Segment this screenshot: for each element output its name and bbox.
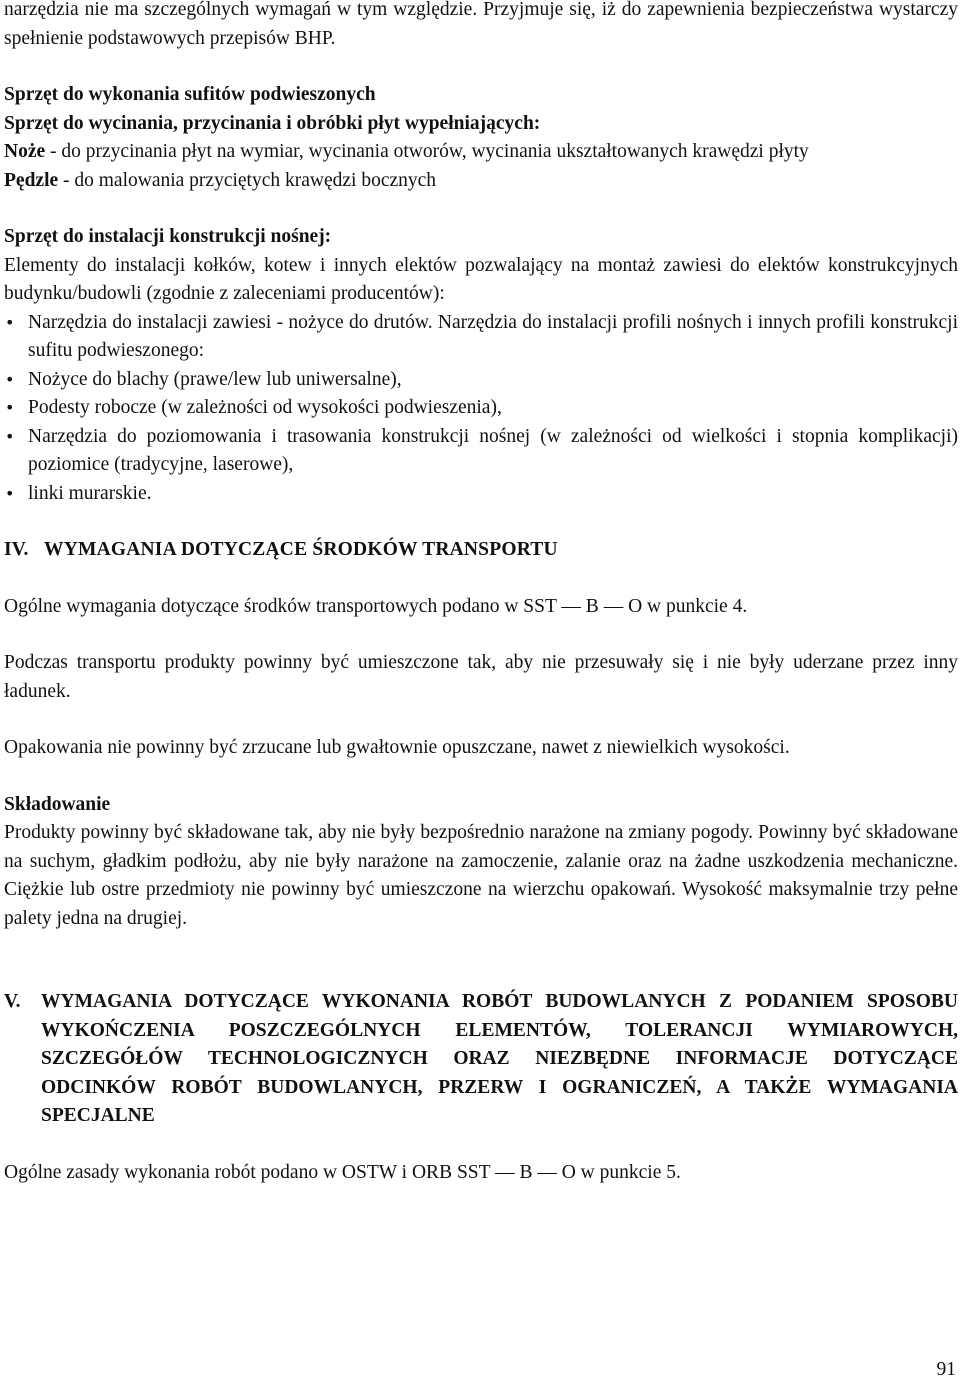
section-5-title-last: SPECJALNE xyxy=(41,1105,155,1126)
konstrukcja-heading: Sprzęt do instalacji konstrukcji nośnej: xyxy=(4,226,332,247)
storage-paragraph: Produkty powinny być składowane tak, aby nie były bezpośrednio narażone na zmiany pogody. Powinny być składowane na suchym, gładkim podłożu, aby nie były narażone na zamoczenie, zalanie oraz na żadne uszkodzenia mechaniczne. Ciężkie lub ostre przedmioty nie powinny być umieszczone na wierzchu opakowań. Wysokość maksymalnie trzy pełne palety jedna na drugiej. xyxy=(4,822,958,929)
section-4-paragraph-3: Opakowania nie powinny być zrzucane lub gwałtownie opuszczane, nawet z niewielkich wysokości. xyxy=(4,737,790,758)
list-item: • Podesty robocze (w zależności od wysokości podwieszenia), xyxy=(4,394,958,423)
noze-label: Noże xyxy=(4,141,46,162)
document-page xyxy=(4,0,958,1187)
list-item: • Narzędzia do instalacji zawiesi - nożyce do drutów. Narzędzia do instalacji profili nośnych i innych profili konstrukcji sufitu podwieszonego: xyxy=(4,309,958,366)
page-number: 91 xyxy=(936,1359,956,1380)
list-item: • Narzędzia do poziomowania i trasowania konstrukcji nośnej (w zależności od wielkości i stopnia komplikacji) poziomice (tradycyjne, laserowe), xyxy=(4,423,958,480)
section-5-paragraph-1: Ogólne zasady wykonania robót podano w OSTW i ORB SST — B — O w punkcie 5. xyxy=(4,1161,681,1183)
noze-paragraph xyxy=(4,138,958,167)
section-5-number: V. xyxy=(4,991,21,1012)
section-5-title xyxy=(41,988,958,1131)
intro-paragraph: narzędzia nie ma szczególnych wymagań w tym względzie. Przyjmuje się, iż do zapewnienia bezpieczeństwa wystarczy spełnienie podstawowych przepisów BHP. xyxy=(4,0,958,49)
konstrukcja-bullet-list xyxy=(4,309,958,509)
list-item: • Nożyce do blachy (prawe/lew lub uniwersalne), xyxy=(4,366,958,395)
storage-heading: Składowanie xyxy=(4,793,111,815)
noze-text: - do przycinania płyt na wymiar, wycinania otworów, wycinania ukształtowanych krawędzi płyty xyxy=(45,141,809,162)
section-5-title-main: WYMAGANIA DOTYCZĄCE WYKONANIA ROBÓT BUDOWLANYCH Z PODANIEM SPOSOBU WYKOŃCZENIA POSZCZEGÓLNYCH ELEMENTÓW, TOLERANCJI WYMIAROWYCH, SZCZEGÓŁÓW TECHNOLOGICZNYCH ORAZ NIEZBĘDNE INFORMACJE DOTYCZĄCE ODCINKÓW ROBÓT BUDOWLANYCH, PRZERW I OGRANICZEŃ, A TAKŻE WYMAGANIA xyxy=(41,991,958,1098)
section-5-heading xyxy=(4,988,958,1131)
konstrukcja-text: Elementy do instalacji kołków, kotew i innych elektów pozwalający na montaż zawiesi do elektów konstrukcyjnych budynku/budowli (zgodnie z zaleceniami producentów): xyxy=(4,254,958,304)
section-4-title: WYMAGANIA DOTYCZĄCE ŚRODKÓW TRANSPORTU xyxy=(44,539,558,560)
pedzle-label: Pędzle xyxy=(4,169,59,191)
pedzle-paragraph xyxy=(4,167,958,196)
pedzle-text: - do malowania przyciętych krawędzi bocznych xyxy=(58,169,437,191)
section-4-heading xyxy=(4,536,958,565)
section-4-number: IV. xyxy=(4,539,29,560)
list-item: • linki murarskie. xyxy=(4,480,958,509)
section-4-paragraph-2: Podczas transportu produkty powinny być umieszczone tak, aby nie przesuwały się i nie były uderzane przez inny ładunek. xyxy=(4,652,958,702)
sufity-subheading: Sprzęt do wycinania, przycinania i obróbki płyt wypełniających: xyxy=(4,112,541,134)
section-4-paragraph-1: Ogólne wymagania dotyczące środków transportowych podano w SST — B — O w punkcie 4. xyxy=(4,595,748,617)
sufity-heading: Sprzęt do wykonania sufitów podwieszonych xyxy=(4,84,376,105)
